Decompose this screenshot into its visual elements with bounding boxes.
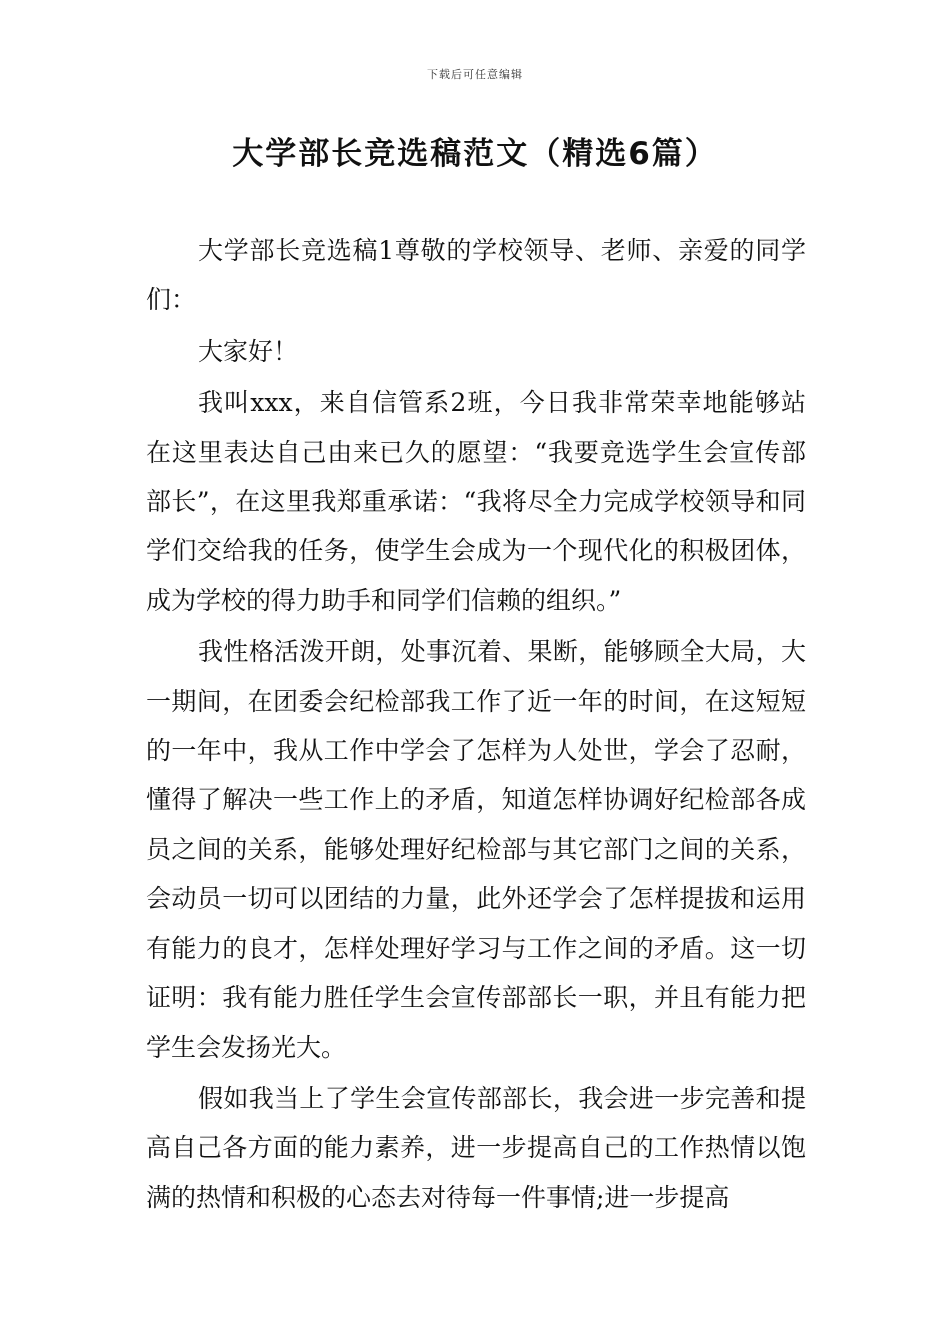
document-title: 大学部长竞选稿范文（精选6篇） (232, 136, 718, 172)
paragraph-plans: 假如我当上了学生会宣传部部长，我会进一步完善和提高自己各方面的能力素养，进一步提高自己的工作热情以饱满的热情和积极的心态去对待每一件事情;进一步提高 (146, 1083, 806, 1212)
paragraph-salutation: 大学部长竞选稿1尊敬的学校领导、老师、亲爱的同学们： (146, 236, 806, 315)
header-note: 下载后可任意编辑 (427, 68, 523, 81)
document-body (146, 226, 806, 1224)
paragraph-experience: 我性格活泼开朗，处事沉着、果断，能够顾全大局，大一期间，在团委会纪检部我工作了近一年的时间，在这短短的一年中，我从工作中学会了怎样为人处世，学会了忍耐，懂得了解决一些工作上的矛盾，知道怎样协调好纪检部各成员之间的关系，能够处理好纪检部与其它部门之间的关系，会动员一切可以团结的力量，此外还学会了怎样提拔和运用有能力的良才，怎样处理好学习与工作之间的矛盾。这一切证明：我有能力胜任学生会宣传部部长一职，并且有能力把学生会发扬光大。 (146, 637, 806, 1062)
paragraph-introduction: 我叫xxx，来自信管系2班，今日我非常荣幸地能够站在这里表达自己由来已久的愿望：“我要竞选学生会宣传部部长”，在这里我郑重承诺：“我将尽全力完成学校领导和同学们交给我的任务，使学生会成为一个现代化的积极团体，成为学校的得力助手和同学们信赖的组织。” (146, 388, 806, 615)
paragraph-greeting: 大家好！ (198, 336, 299, 366)
